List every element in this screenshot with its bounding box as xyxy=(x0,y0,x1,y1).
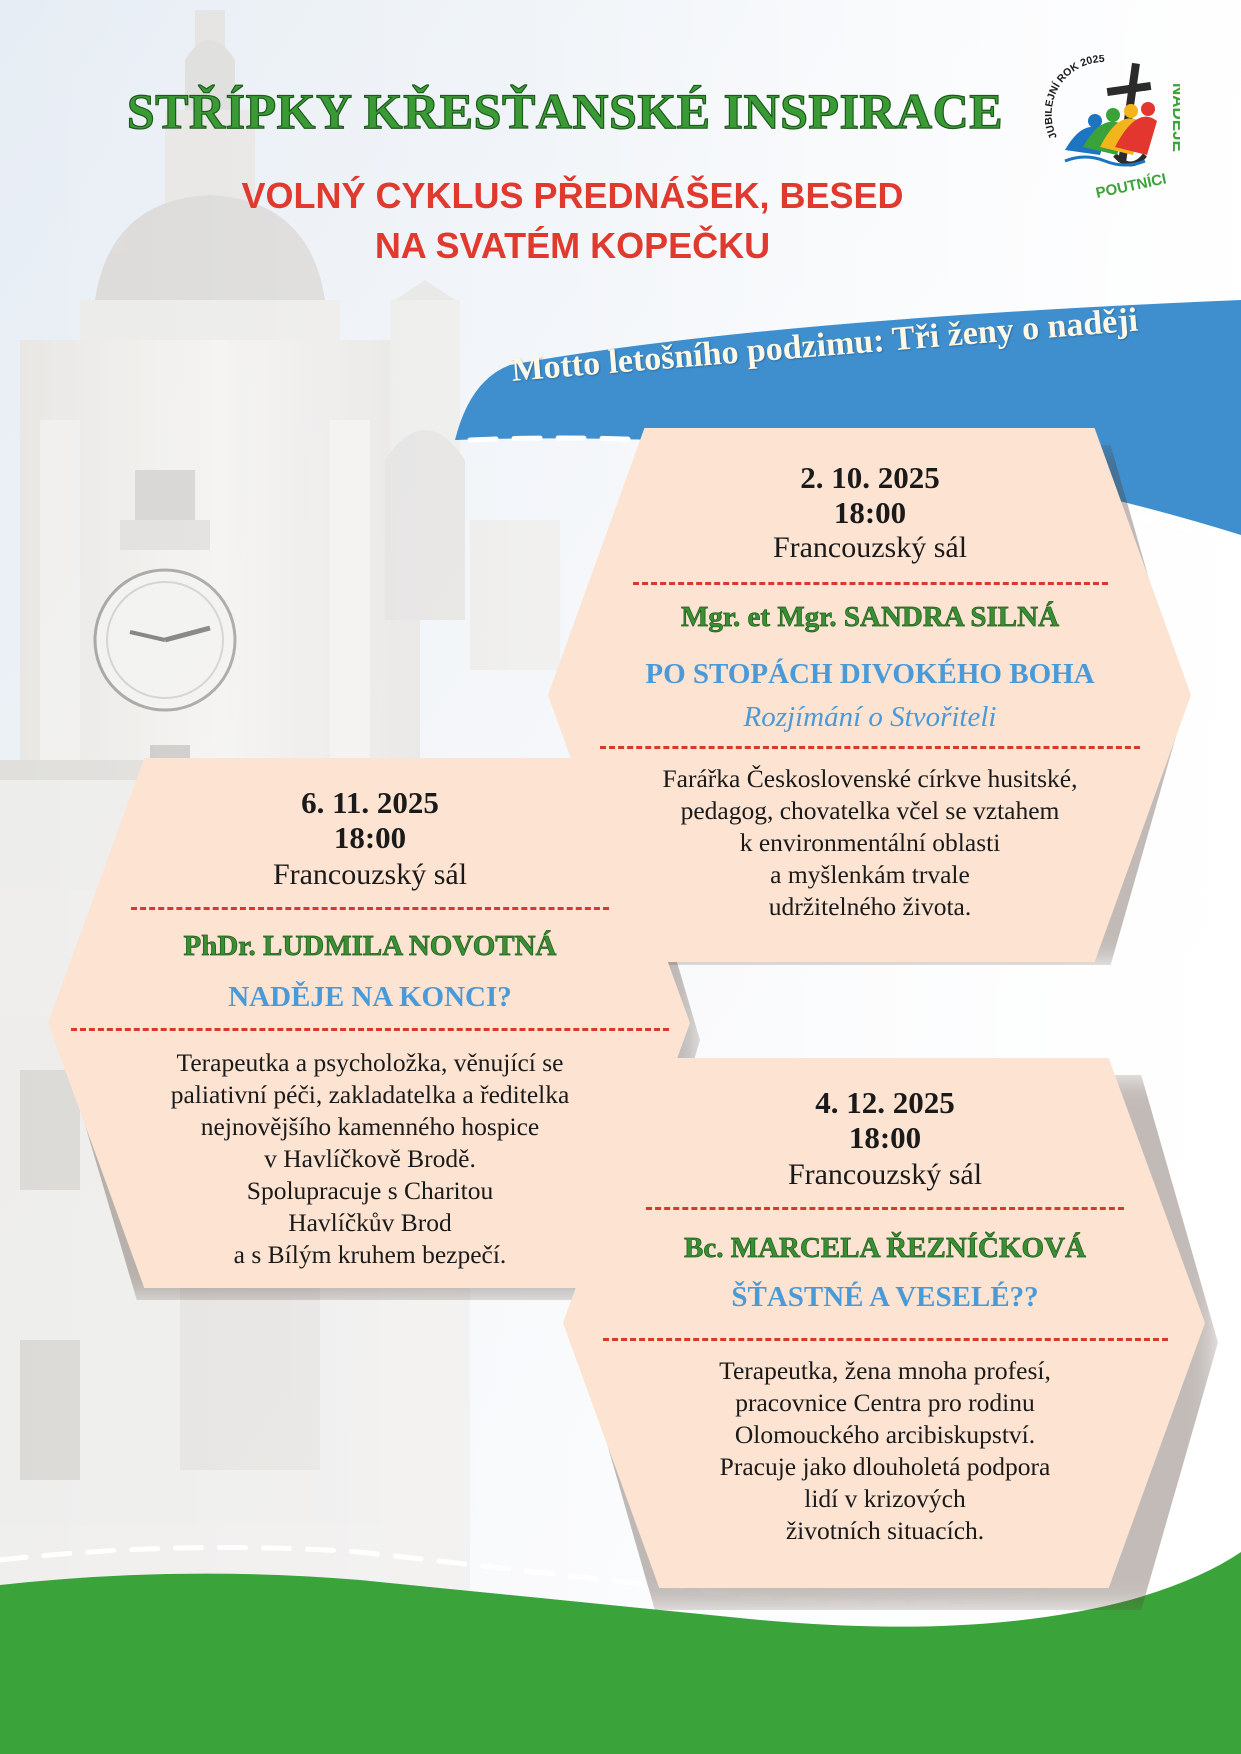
event-1-time: 18:00 xyxy=(833,495,907,530)
event-2-time: 18:00 xyxy=(333,820,407,855)
event-1-topic: PO STOPÁCH DIVOKÉHO BOHA xyxy=(645,658,1095,690)
poster-subtitle-line2: NA SVATÉM KOPEČKU xyxy=(374,225,771,266)
jubilee-logo xyxy=(1045,55,1180,205)
event-3-description xyxy=(580,1355,1190,1547)
event-1-divider xyxy=(633,582,1108,585)
event-1-divider-2 xyxy=(600,746,1140,749)
motto-banner: Motto letošního podzimu: Tři ženy o naději xyxy=(510,301,1140,389)
event-1-place: Francouzský sál xyxy=(772,531,968,564)
event-1-speaker: Mgr. et Mgr. SANDRA SILNÁ xyxy=(680,601,1060,633)
event-3-desc-line: pracovnice Centra pro rodinu xyxy=(735,1388,1035,1417)
event-3-desc-line: Pracuje jako dlouholetá podpora xyxy=(719,1452,1051,1481)
event-3-desc-line: Terapeutka, žena mnoha profesí, xyxy=(719,1356,1051,1385)
event-1-desc-line: udržitelného života. xyxy=(768,892,972,921)
event-2-desc-line: Havlíčkův Brod xyxy=(288,1208,452,1237)
event-3-date: 4. 12. 2025 xyxy=(815,1085,955,1120)
event-1-date: 2. 10. 2025 xyxy=(800,460,940,495)
event-1-desc-line: Farářka Československé církve husitské, xyxy=(662,764,1078,793)
event-3-desc-line: životních situacích. xyxy=(785,1516,985,1545)
logo-arc-text: JU JNÍ ROK 2025 xyxy=(1045,55,1105,141)
event-3-time: 18:00 xyxy=(848,1120,922,1155)
event-1-desc-line: pedagog, chovatelka včel se vztahem xyxy=(680,796,1060,825)
event-2-topic: NADĚJE NA KONCI? xyxy=(228,981,512,1013)
event-3-desc-line: lidí v krizových xyxy=(804,1484,966,1513)
event-2-desc-line: a s Bílým kruhem bezpečí. xyxy=(233,1240,507,1269)
event-2-desc-line: v Havlíčkově Brodě. xyxy=(264,1144,476,1173)
event-2-divider-2 xyxy=(71,1028,669,1031)
event-card-3 xyxy=(580,1085,1190,1547)
event-1-desc-line: k environmentální oblasti xyxy=(739,828,1001,857)
event-3-divider xyxy=(646,1207,1124,1210)
event-2-desc-line: Terapeutka a psycholožka, věnující se xyxy=(176,1048,564,1077)
event-3-topic: ŠŤASTNÉ A VESELÉ?? xyxy=(731,1281,1039,1313)
event-3-divider-2 xyxy=(603,1338,1168,1341)
event-2-divider xyxy=(131,907,609,910)
event-2-desc-line: paliativní péči, zakladatelka a ředitelka xyxy=(170,1080,570,1109)
event-3-desc-line: Olomouckého arcibiskupství. xyxy=(734,1420,1036,1449)
event-1-topic-sub: Rozjímání o Stvořiteli xyxy=(743,701,997,733)
poster-subtitle-line1: VOLNÝ CYKLUS PŘEDNÁŠEK, BESED xyxy=(241,175,904,216)
event-2-desc-line: Spolupracuje s Charitou xyxy=(246,1176,494,1205)
logo-vertical-text: NADĚJE xyxy=(1169,83,1180,152)
event-2-speaker: PhDr. LUDMILA NOVOTNÁ xyxy=(183,930,557,962)
event-2-place: Francouzský sál xyxy=(272,858,468,891)
jubilee-logo-graphic xyxy=(1045,55,1180,205)
event-2-date: 6. 11. 2025 xyxy=(301,785,439,820)
poster-title: STŘÍPKY KŘESŤANSKÉ INSPIRACE xyxy=(126,83,1004,139)
event-1-desc-line: a myšlenkám trvale xyxy=(770,860,970,889)
event-2-desc-line: nejnovějšího kamenného hospice xyxy=(200,1112,540,1141)
logo-bottom-text: POUTNÍCI xyxy=(1094,170,1168,202)
event-3-place: Francouzský sál xyxy=(787,1158,983,1191)
event-3-speaker: Bc. MARCELA ŘEZNÍČKOVÁ xyxy=(684,1232,1086,1264)
